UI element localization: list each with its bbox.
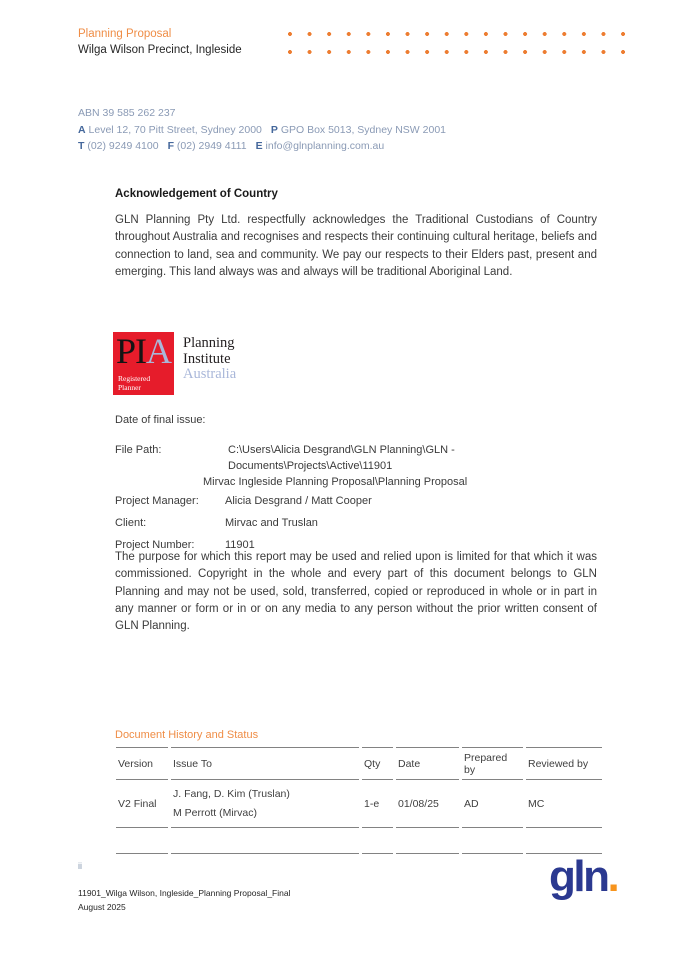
- email-address: info@glnplanning.com.au: [265, 140, 385, 152]
- pia-logo: [113, 332, 236, 395]
- table-empty-row: [116, 828, 602, 854]
- page-number: ii: [78, 861, 82, 871]
- phone-number: (02) 9249 4100: [87, 140, 159, 152]
- pia-registered-line2: Planner: [118, 382, 141, 392]
- email-label: E: [255, 140, 263, 152]
- phone-label: T: [78, 140, 85, 152]
- address-label: A: [78, 123, 86, 136]
- footer-document-reference: [78, 887, 290, 914]
- document-title: Wilga Wilson Precinct, Ingleside: [78, 43, 242, 56]
- table-header-row: [116, 747, 602, 780]
- issue-to-line1: J. Fang, D. Kim (Truslan): [173, 787, 290, 800]
- acknowledgement-paragraph: GLN Planning Pty Ltd. respectfully acknowledges the Traditional Custodians of Country throughout Australia and recognises and respects their continuing cultural heritage, beliefs and connection to land, sea and community. We pay our respects to their Elders past, present and emerging. This land always was and always will be traditional Aboriginal Land.: [115, 214, 597, 278]
- copyright-paragraph: The purpose for which this report may be used and relied upon is limited for that which it was commissioned. Copyright in the whole and every part of this document belongs to GLN Planning and may not be used, sold, transferred, copied or reproduced in whole or in part in any manner or form or in or on any media to any person without the prior written consent of GLN Planning.: [115, 551, 597, 633]
- table-row: [116, 780, 602, 828]
- pia-registered-line1: Registered: [118, 374, 151, 383]
- detail-value: Mirvac and Truslan: [225, 517, 318, 529]
- column-header-reviewed-by: Reviewed by: [526, 747, 602, 780]
- empty-cell: [462, 828, 523, 854]
- detail-label: Date of final issue:: [115, 414, 206, 426]
- document-history-heading: Document History and Status: [115, 729, 259, 741]
- pia-letters-pi: PI: [116, 331, 147, 371]
- pia-registered-planner: [118, 375, 150, 392]
- pia-word-planning: Planning: [183, 335, 235, 351]
- detail-row-client: [115, 515, 597, 531]
- company-contact-block: [78, 105, 446, 155]
- footer-doc-ref-line: 11901_Wilga Wilson, Ingleside_Planning Proposal_Final: [78, 888, 291, 898]
- postal-address: GPO Box 5013, Sydney NSW 2001: [280, 123, 446, 136]
- pia-word-australia: Australia: [183, 366, 237, 382]
- detail-value: 11901: [225, 539, 255, 551]
- cell-date: 01/08/25: [396, 780, 459, 828]
- document-type-label: Planning Proposal: [78, 28, 172, 40]
- acknowledgement-heading: Acknowledgement of Country: [115, 188, 278, 200]
- detail-row-date-of-issue: [115, 412, 597, 428]
- gln-logo-text: gln: [549, 852, 608, 901]
- detail-label: Client:: [115, 517, 147, 529]
- cell-version: V2 Final: [116, 780, 168, 828]
- fax-number: (02) 2949 4111: [176, 140, 247, 152]
- cell-reviewed-by: MC: [526, 780, 602, 828]
- cell-issue-to: [171, 780, 359, 828]
- detail-value-file-path: [203, 442, 597, 490]
- fax-label: F: [167, 140, 174, 152]
- pia-word-institute: Institute: [183, 350, 231, 367]
- empty-cell: [171, 828, 359, 854]
- document-details: [115, 412, 597, 553]
- detail-label: File Path:: [115, 444, 162, 456]
- document-history-table: [113, 747, 605, 854]
- empty-cell: [396, 828, 459, 854]
- detail-row-file-path: [115, 442, 597, 490]
- gln-logo-dot: .: [607, 852, 618, 901]
- pia-letters: [116, 332, 171, 370]
- address-line: [78, 122, 446, 139]
- phone-line: [78, 138, 446, 155]
- issue-to-line2: M Perrott (Mirvac): [173, 806, 257, 819]
- gln-logo: [549, 853, 617, 901]
- column-header-issue-to: Issue To: [171, 747, 359, 780]
- detail-value: Alicia Desgrand / Matt Cooper: [225, 495, 372, 507]
- pia-logo-mark: [113, 332, 174, 395]
- empty-cell: [526, 828, 602, 854]
- postal-label: P: [270, 123, 278, 136]
- cell-qty: 1-e: [362, 780, 393, 828]
- column-header-prepared-by: Prepared by: [462, 747, 523, 780]
- page-header: [78, 27, 242, 58]
- pia-logo-wordmark: [174, 332, 236, 395]
- file-path-line1: C:\Users\Alicia Desgrand\GLN Planning\GLN - Documents\Projects\Active\11901: [228, 444, 455, 472]
- file-path-line2: Mirvac Ingleside Planning Proposal\Planning Proposal: [203, 476, 468, 488]
- street-address: Level 12, 70 Pitt Street, Sydney 2000: [88, 123, 262, 136]
- detail-row-project-manager: [115, 493, 597, 509]
- pia-letter-a: A: [146, 331, 172, 371]
- column-header-qty: Qty: [362, 747, 393, 780]
- column-header-version: Version: [116, 747, 168, 780]
- empty-cell: [362, 828, 393, 854]
- detail-value: [225, 412, 597, 428]
- empty-cell: [116, 828, 168, 854]
- dot-grid-decoration-icon: [288, 32, 635, 68]
- detail-label: Project Manager:: [115, 495, 199, 507]
- cell-prepared-by: AD: [462, 780, 523, 828]
- abn-line: ABN 39 585 262 237: [78, 107, 176, 119]
- column-header-date: Date: [396, 747, 459, 780]
- detail-label: Project Number:: [115, 539, 195, 551]
- footer-date-line: August 2025: [78, 901, 126, 912]
